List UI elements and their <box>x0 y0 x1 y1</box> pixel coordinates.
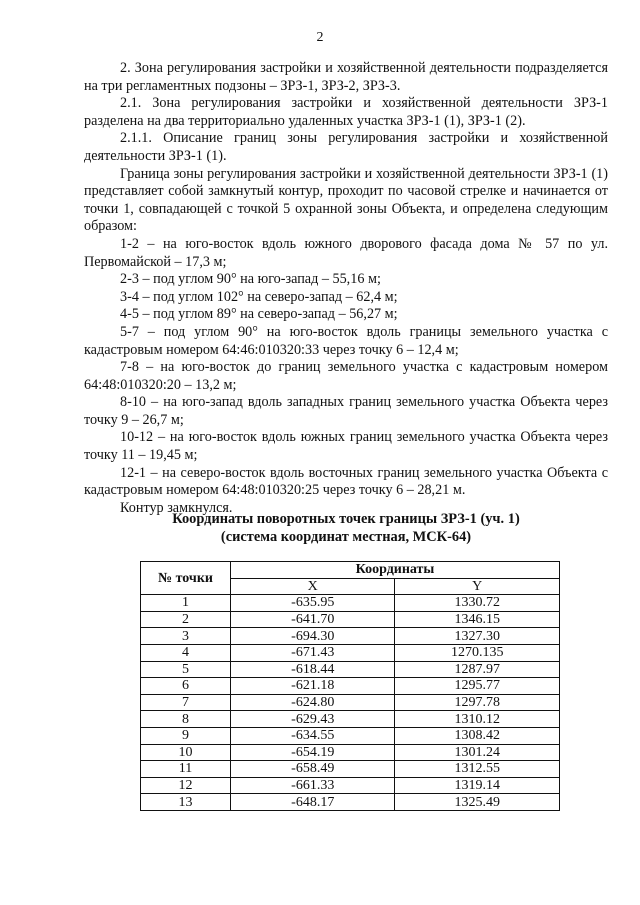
cell-y: 1287.97 <box>395 661 560 678</box>
header-coordinates: Координаты <box>231 562 560 579</box>
cell-point: 13 <box>141 794 231 811</box>
document-body <box>84 60 608 517</box>
cell-y: 1325.49 <box>395 794 560 811</box>
paragraph-zrz1-division: 2.1. Зона регулирования застройки и хозяйственной деятельности ЗРЗ-1 разделена на два территориально удаленных участка ЗРЗ-1 (1), ЗРЗ-1 (2). <box>84 95 608 129</box>
table-header-row <box>141 562 560 579</box>
paragraph-boundary-intro: Граница зоны регулирования застройки и хозяйственной деятельности ЗРЗ-1 (1) представляет собой замкнутый контур, проходит по часовой стрелке и начинается от точки 1, совпадающей с точкой 5 охранной зоны Объекта, и определена следующим образом: <box>84 165 608 235</box>
cell-y: 1295.77 <box>395 678 560 695</box>
table-row <box>141 628 560 645</box>
cell-point: 2 <box>141 611 231 628</box>
table-title <box>84 510 608 546</box>
cell-y: 1270.135 <box>395 644 560 661</box>
cell-y: 1312.55 <box>395 761 560 778</box>
segment-7-8: 7-8 – на юго-восток до границ земельного участка с кадастровым номером 64:48:010320:20 – 13,2 м; <box>84 359 608 393</box>
cell-point: 5 <box>141 661 231 678</box>
table-row <box>141 744 560 761</box>
cell-x: -629.43 <box>231 711 395 728</box>
cell-point: 4 <box>141 644 231 661</box>
segment-2-3: 2-3 – под углом 90° на юго-запад – 55,16 м; <box>120 271 381 288</box>
cell-x: -624.80 <box>231 694 395 711</box>
header-x: X <box>231 578 395 595</box>
table-row <box>141 678 560 695</box>
table-row <box>141 711 560 728</box>
table-row <box>141 761 560 778</box>
cell-point: 11 <box>141 761 231 778</box>
table-body <box>141 595 560 811</box>
cell-point: 10 <box>141 744 231 761</box>
table-row <box>141 794 560 811</box>
cell-point: 8 <box>141 711 231 728</box>
cell-y: 1327.30 <box>395 628 560 645</box>
cell-x: -658.49 <box>231 761 395 778</box>
cell-y: 1310.12 <box>395 711 560 728</box>
cell-y: 1346.15 <box>395 611 560 628</box>
table-row <box>141 727 560 744</box>
cell-y: 1301.24 <box>395 744 560 761</box>
paragraph-boundary-heading: 2.1.1. Описание границ зоны регулирования застройки и хозяйственной деятельности ЗРЗ-1 (1). <box>84 130 608 164</box>
cell-x: -621.18 <box>231 678 395 695</box>
segment-1-2: 1-2 – на юго-восток вдоль южного дворового фасада дома № 57 по ул. Первомайской – 17,3 м; <box>84 235 608 270</box>
table-row <box>141 694 560 711</box>
cell-point: 9 <box>141 727 231 744</box>
table-row <box>141 661 560 678</box>
cell-x: -694.30 <box>231 628 395 645</box>
cell-y: 1308.42 <box>395 727 560 744</box>
table-row <box>141 611 560 628</box>
cell-point: 7 <box>141 694 231 711</box>
cell-x: -654.19 <box>231 744 395 761</box>
page-number: 2 <box>316 30 324 45</box>
table-row <box>141 777 560 794</box>
table-row <box>141 644 560 661</box>
segment-10-12: 10-12 – на юго-восток вдоль южных границ земельного участка Объекта через точку 11 – 19,45 м; <box>84 429 608 464</box>
cell-y: 1330.72 <box>395 595 560 612</box>
cell-x: -618.44 <box>231 661 395 678</box>
cell-x: -634.55 <box>231 727 395 744</box>
segment-5-7: 5-7 – под углом 90° на юго-восток вдоль границы земельного участка с кадастровым номером 64:46:010320:33 через точку 6 – 12,4 м; <box>84 323 608 358</box>
cell-point: 12 <box>141 777 231 794</box>
paragraph-zone-subdivision: 2. Зона регулирования застройки и хозяйственной деятельности подразделяется на три регламентных подзоны – ЗРЗ-1, ЗРЗ-2, ЗРЗ-3. <box>84 60 608 94</box>
cell-point: 1 <box>141 595 231 612</box>
segment-4-5: 4-5 – под углом 89° на северо-запад – 56,27 м; <box>120 306 398 323</box>
cell-y: 1297.78 <box>395 694 560 711</box>
table-row <box>141 595 560 612</box>
header-point-number: № точки <box>141 562 231 595</box>
cell-x: -635.95 <box>231 595 395 612</box>
header-y: Y <box>395 578 560 595</box>
segment-12-1: 12-1 – на северо-восток вдоль восточных границ земельного участка Объекта с кадастровым номером 64:48:010320:25 через точку 6 – 28,21 м. <box>84 464 608 499</box>
segment-3-4: 3-4 – под углом 102° на северо-запад – 62,4 м; <box>120 288 398 305</box>
coordinates-table <box>140 561 560 811</box>
cell-x: -671.43 <box>231 644 395 661</box>
segment-8-10: 8-10 – на юго-запад вдоль западных границ земельного участка Объекта через точку 9 – 26,7 м; <box>84 394 608 428</box>
cell-point: 6 <box>141 678 231 695</box>
cell-x: -648.17 <box>231 794 395 811</box>
cell-x: -661.33 <box>231 777 395 794</box>
table-title-line-2: (система координат местная, МСК-64) <box>220 529 472 545</box>
cell-point: 3 <box>141 628 231 645</box>
cell-x: -641.70 <box>231 611 395 628</box>
paragraph-contour-closed: Контур замкнулся. <box>120 499 233 516</box>
table-title-line-1: Координаты поворотных точек границы ЗРЗ-1 (уч. 1) <box>172 511 520 527</box>
cell-y: 1319.14 <box>395 777 560 794</box>
